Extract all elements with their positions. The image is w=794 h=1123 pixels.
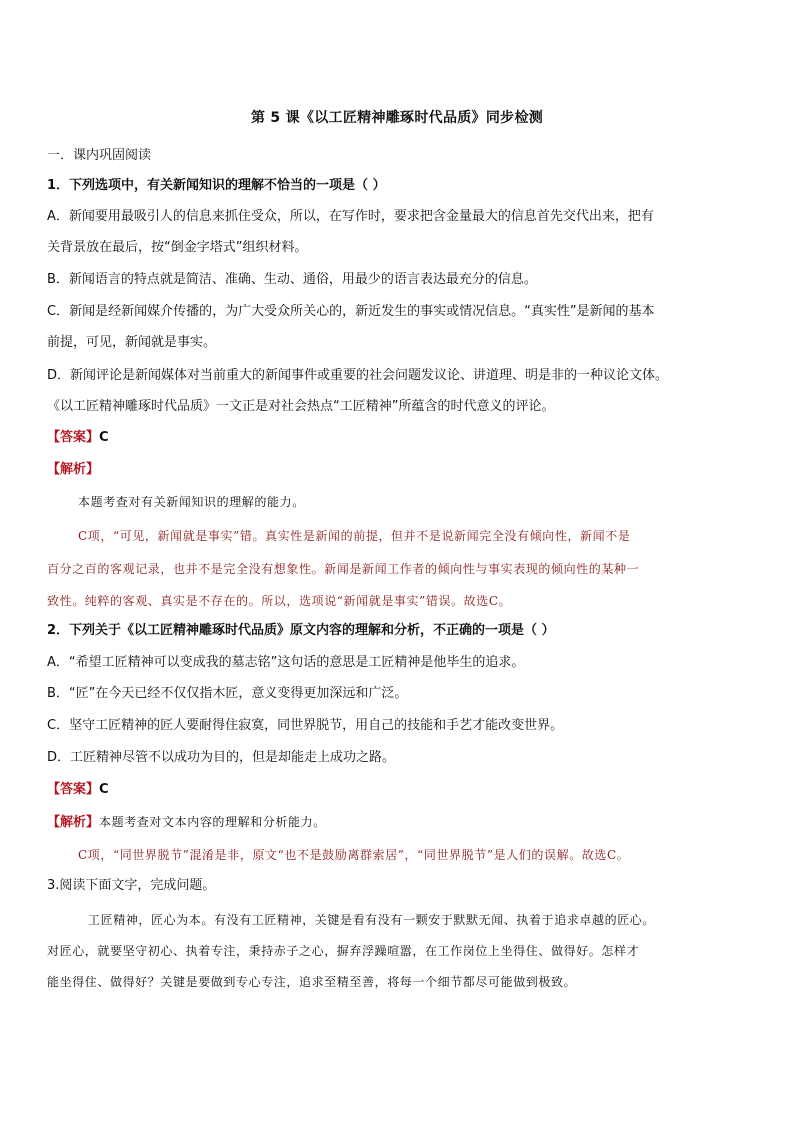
q1-explanation-line1: 本题考查对有关新闻知识的理解的能力。 <box>78 495 305 509</box>
question-2-stem: 2．下列关于《以工匠精神雕琢时代品质》原文内容的理解和分析，不正确的一项是（ ） <box>47 623 555 638</box>
q1-option-c-line1: C．新闻是经新闻媒介传播的，为广大受众所关心的，新近发生的事实或情况信息。“真实性”是新闻的基本 <box>47 304 655 319</box>
q1-option-c-line2: 前提，可见，新闻就是事实。 <box>47 335 217 350</box>
answer-label: 【答案】 <box>47 430 100 445</box>
q2-option-b: B．“匠”在今天已经不仅仅指木匠，意义变得更加深远和广泛。 <box>47 686 408 701</box>
q1-option-b: B．新闻语言的特点就是简洁、准确、生动、通俗，用最少的语言表达最充分的信息。 <box>47 272 537 287</box>
question-1-stem: 1．下列选项中，有关新闻知识的理解不恰当的一项是（ ） <box>47 178 386 193</box>
q2-option-d: D．工匠精神尽管不以成功为目的，但是却能走上成功之路。 <box>47 750 396 765</box>
q1-analysis-label: 【解析】 <box>47 462 100 477</box>
q1-explanation-line3: 百分之百的客观记录，也并不是完全没有想象性。新闻是新闻工作者的倾向性与事实表现的倾向性的某种一 <box>47 562 640 576</box>
q3-passage-line2: 对匠心，就要坚守初心、执着专注，秉持赤子之心，摒弃浮躁喧嚣，在工作岗位上坐得住、做得好。怎样才 <box>47 944 640 958</box>
q2-option-a: A．“希望工匠精神可以变成我的墓志铭”这句话的意思是工匠精神是他毕生的追求。 <box>47 655 525 670</box>
page-title: 第 5 课《以工匠精神雕琢时代品质》同步检测 <box>250 110 544 126</box>
answer-value: C <box>99 782 109 797</box>
q2-analysis <box>47 812 757 833</box>
answer-label: 【答案】 <box>47 782 100 797</box>
q1-explanation-line4: 致性。纯粹的客观、真实是不存在的。所以，选项说“新闻就是事实”错误。故选C。 <box>47 594 512 608</box>
question-3-stem: 3.阅读下面文字，完成问题。 <box>47 878 216 893</box>
answer-value: C <box>99 430 109 445</box>
q1-explanation-line2: C项，“可见，新闻就是事实”错。真实性是新闻的前提，但并不是说新闻完全没有倾向性，新闻不是 <box>78 529 631 543</box>
q2-explanation-line2: C项，“同世界脱节”混淆是非，原文“也不是鼓励离群索居”，“同世界脱节”是人们的误解。故选C。 <box>78 848 630 862</box>
q3-passage-line3: 能坐得住、做得好？关键是要做到专心专注，追求至精至善，将每一个细节都尽可能做到极致。 <box>47 975 577 989</box>
q1-option-a-line2: 关背景放在最后，按“倒金字塔式”组织材料。 <box>47 240 308 255</box>
q2-answer <box>47 780 757 800</box>
q2-explanation-line1: 本题考查对文本内容的理解和分析能力。 <box>99 815 326 829</box>
q1-option-a-line1: A．新闻要用最吸引人的信息来抓住受众，所以，在写作时，要求把含金量最大的信息首先交代出来，把有 <box>47 209 654 224</box>
q2-option-c: C．坚守工匠精神的匠人要耐得住寂寞，同世界脱节，用自己的技能和手艺才能改变世界。 <box>47 718 564 733</box>
section-heading: 一．课内巩固阅读 <box>47 148 152 163</box>
q1-option-d-line2: 《以工匠精神雕琢时代品质》一文正是对社会热点“工匠精神”所蕴含的时代意义的评论。 <box>47 399 555 414</box>
q1-option-d-line1: D．新闻评论是新闻媒体对当前重大的新闻事件或重要的社会问题发议论、讲道理、明是非的一种议论文体。 <box>47 368 669 383</box>
q1-answer <box>47 428 757 448</box>
analysis-label: 【解析】 <box>47 815 100 830</box>
q3-passage-line1: 工匠精神，匠心为本。有没有工匠精神，关键是看有没有一颗安于默默无闻、执着于追求卓越的匠心。 <box>88 913 656 927</box>
